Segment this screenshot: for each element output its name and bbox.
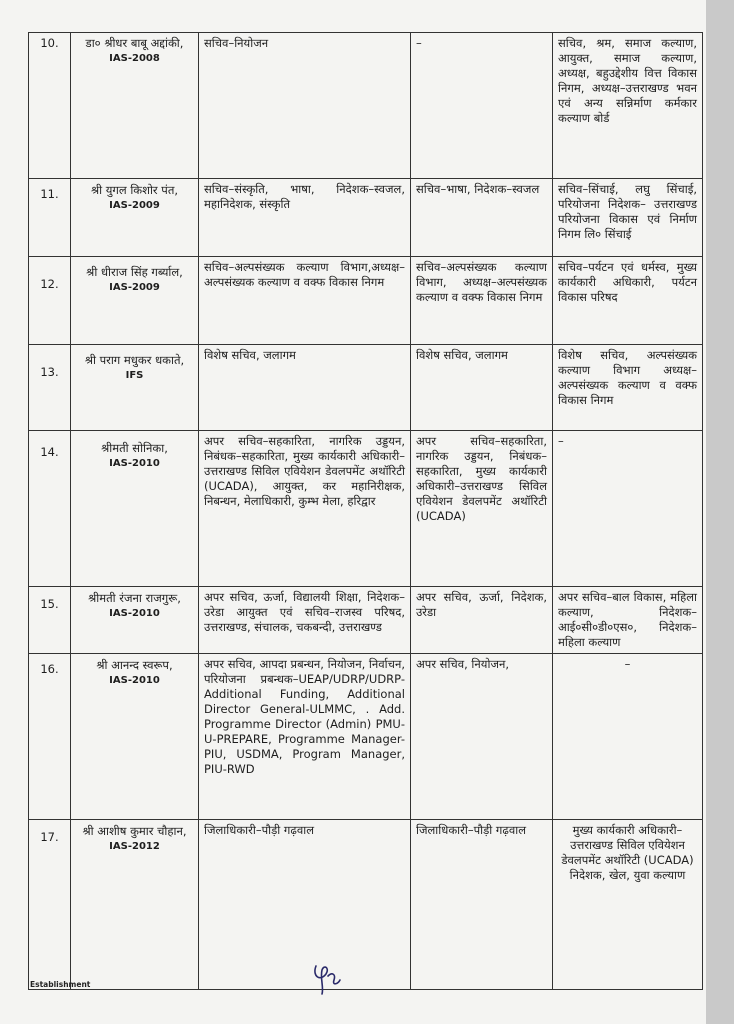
officer-name: श्री पराग मधुकर धकाते, xyxy=(84,353,185,367)
additional-charge: – xyxy=(553,431,703,587)
new-posting: सचिव–अल्पसंख्यक कल्याण विभाग, अध्यक्ष–अल्पसंख्यक कल्याण व वक्फ विकास निगम xyxy=(411,257,553,345)
additional-charge: सचिव, श्रम, समाज कल्याण, आयुक्त, समाज कल्याण, अध्यक्ष, बहुउद्देशीय वित्त विकास निगम, अध्यक्ष–उत्तराखण्ड भवन एवं अन्य सन्निर्माण कर्मकार कल्याण बोर्ड xyxy=(553,33,703,179)
current-posting: अपर सचिव, आपदा प्रबन्धन, नियोजन, निर्वाचन, परियोजना प्रबन्धक–UEAP/UDRP/UDRP-Additional Funding, Additional Director General-ULMMC, . Add. Programme Director (Admin) PMU-U-PREPARE, Programme Manager-PIU, USDMA, Program Manager, PIU-RWD xyxy=(199,654,411,820)
additional-charge: सचिव–सिंचाई, लघु सिंचाई, परियोजना निदेशक– उत्तराखण्ड परियोजना विकास एवं निर्माण निगम लि० सिंचाई xyxy=(553,179,703,257)
table-row xyxy=(29,587,703,654)
officer-name: श्रीमती रंजना राजगुरू, xyxy=(88,591,181,605)
officer-service: IFS xyxy=(125,370,144,381)
current-posting: अपर सचिव–सहकारिता, नागरिक उड्डयन, निबंधक–सहकारिता, मुख्य कार्यकारी अधिकारी– उत्तराखण्ड सिविल एवियेशन डेवलपमेंट अथॉरिटी (UCADA), आयुक्त, कर महानिरीक्षक, निबन्धन, मेलाधिकारी, कुम्भ मेला, हरिद्वार xyxy=(199,431,411,587)
officer-name-cell xyxy=(71,33,199,179)
new-posting: – xyxy=(411,33,553,179)
officer-name-cell xyxy=(71,179,199,257)
current-posting: सचिव–संस्कृति, भाषा, निदेशक–स्वजल, महानिदेशक, संस्कृति xyxy=(199,179,411,257)
current-posting: विशेष सचिव, जलागम xyxy=(199,345,411,431)
serial-number: 17. xyxy=(29,820,71,990)
officer-service: IAS-2009 xyxy=(109,200,160,211)
new-posting: अपर सचिव–सहकारिता, नागरिक उड्डयन, निबंधक–सहकारिता, मुख्य कार्यकारी अधिकारी–उत्तराखण्ड सिविल एवियेशन डेवलपमेंट अथॉरिटी (UCADA) xyxy=(411,431,553,587)
officer-name-cell xyxy=(71,820,199,990)
officer-name: श्री आशीष कुमार चौहान, xyxy=(82,824,187,838)
officer-service: IAS-2009 xyxy=(109,282,160,293)
new-posting: विशेष सचिव, जलागम xyxy=(411,345,553,431)
additional-charge: विशेष सचिव, अल्पसंख्यक कल्याण विभाग अध्यक्ष–अल्पसंख्यक कल्याण व वक्फ विकास निगम xyxy=(553,345,703,431)
officer-service: IAS-2010 xyxy=(109,458,160,469)
table-row xyxy=(29,257,703,345)
current-posting: सचिव–अल्पसंख्यक कल्याण विभाग,अध्यक्ष–अल्पसंख्यक कल्याण व वक्फ विकास निगम xyxy=(199,257,411,345)
additional-charge: मुख्य कार्यकारी अधिकारी–उत्तराखण्ड सिविल एवियेशन डेवलपमेंट अथॉरिटी (UCADA) निदेशक, खेल, युवा कल्याण xyxy=(553,820,703,990)
officer-name-cell xyxy=(71,654,199,820)
officer-service: IAS-2010 xyxy=(109,675,160,686)
table-row xyxy=(29,33,703,179)
table-row xyxy=(29,654,703,820)
new-posting: अपर सचिव, ऊर्जा, निदेशक, उरेडा xyxy=(411,587,553,654)
current-posting: जिलाधिकारी–पौड़ी गढ़वाल xyxy=(199,820,411,990)
footer-label: Establishment xyxy=(30,980,91,989)
officer-name: श्री आनन्द स्वरूप, xyxy=(96,658,173,672)
additional-charge: सचिव–पर्यटन एवं धर्मस्व, मुख्य कार्यकारी अधिकारी, पर्यटन विकास परिषद xyxy=(553,257,703,345)
officer-service: IAS-2012 xyxy=(109,841,160,852)
table-row xyxy=(29,431,703,587)
serial-number: 16. xyxy=(29,654,71,820)
officer-name-cell xyxy=(71,257,199,345)
officer-name: श्रीमती सोनिका, xyxy=(101,441,168,455)
scan-edge xyxy=(706,0,734,1024)
officer-name: श्री युगल किशोर पंत, xyxy=(90,183,179,197)
serial-number: 10. xyxy=(29,33,71,179)
table-row xyxy=(29,179,703,257)
officer-name-cell xyxy=(71,587,199,654)
officer-name-cell xyxy=(71,431,199,587)
new-posting: अपर सचिव, नियोजन, xyxy=(411,654,553,820)
officer-name: डा० श्रीधर बाबू अद्दांकी, xyxy=(85,36,184,50)
officer-name: श्री धीराज सिंह गर्ब्याल, xyxy=(86,265,183,279)
posting-table xyxy=(28,32,703,990)
serial-number: 12. xyxy=(29,257,71,345)
serial-number: 11. xyxy=(29,179,71,257)
new-posting: सचिव–भाषा, निदेशक–स्वजल xyxy=(411,179,553,257)
additional-charge: अपर सचिव–बाल विकास, महिला कल्याण, निदेशक–आई०सी०डी०एस०, निदेशक–महिला कल्याण xyxy=(553,587,703,654)
serial-number: 15. xyxy=(29,587,71,654)
table-row xyxy=(29,345,703,431)
additional-charge: – xyxy=(553,654,703,820)
new-posting: जिलाधिकारी–पौड़ी गढ़वाल xyxy=(411,820,553,990)
table-row xyxy=(29,820,703,990)
officer-service: IAS-2010 xyxy=(109,608,160,619)
signature-mark xyxy=(310,958,344,996)
current-posting: सचिव–नियोजन xyxy=(199,33,411,179)
serial-number: 13. xyxy=(29,345,71,431)
serial-number: 14. xyxy=(29,431,71,587)
officer-service: IAS-2008 xyxy=(109,53,160,64)
officer-name-cell xyxy=(71,345,199,431)
current-posting: अपर सचिव, ऊर्जा, विद्यालयी शिक्षा, निदेशक–उरेडा आयुक्त एवं सचिव–राजस्व परिषद, उत्तराखण्ड, संचालक, चकबन्दी, उत्तराखण्ड xyxy=(199,587,411,654)
